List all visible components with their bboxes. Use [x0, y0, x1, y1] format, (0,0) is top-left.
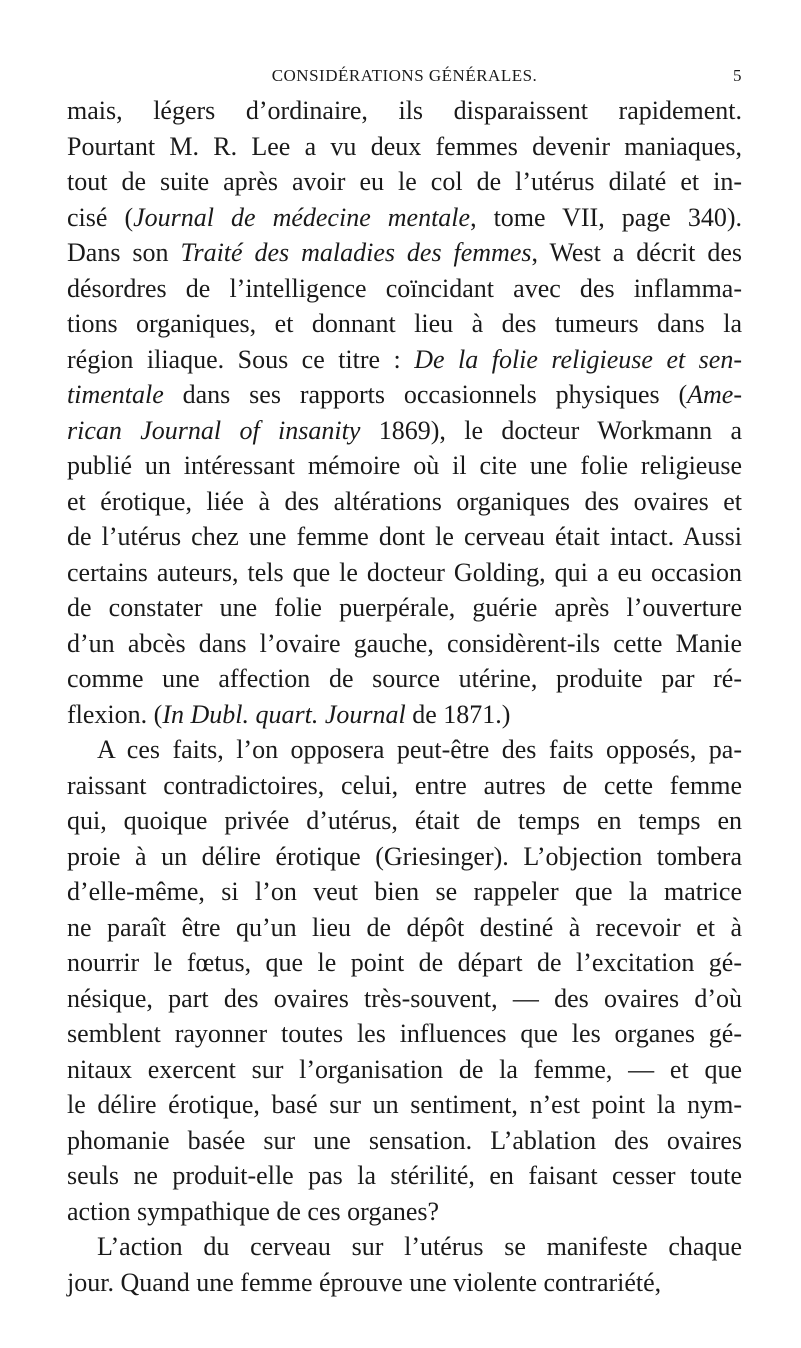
text-line: mais, légers d’ordinaire, ils disparaissent rapidement. — [67, 96, 742, 125]
text-line: tions organiques, et donnant lieu à des tumeurs dans la — [67, 309, 742, 338]
text-line: A ces faits, l’on opposera peut-être des faits opposés, pa- — [97, 735, 742, 764]
text-line: timentale dans ses rapports occasionnels physiques (Ame- — [67, 380, 742, 409]
text-line: le délire érotique, basé sur un sentiment, n’est point la nym- — [67, 1090, 742, 1119]
text-line: cisé (Journal de médecine mentale, tome VII, page 340). — [67, 202, 742, 232]
header-title: CONSIDÉRATIONS GÉNÉRALES. — [271, 66, 538, 85]
text-line: nourrir le fœtus, que le point de départ de l’excitation gé- — [67, 948, 742, 977]
text-line: jour. Quand une femme éprouve une violente contrariété, — [67, 1267, 662, 1297]
text-line: seuls ne produit-elle pas la stérilité, en faisant cesser toute — [67, 1161, 742, 1190]
text-line: tout de suite après avoir eu le col de l’utérus dilaté et in- — [67, 167, 742, 196]
page-number: 5 — [733, 66, 742, 85]
text-line: proie à un délire érotique (Griesinger). L’objection tombera — [67, 841, 742, 871]
text-line: semblent rayonner toutes les influences que les organes gé- — [67, 1019, 742, 1048]
italic-title: Journal de médecine mentale — [133, 202, 471, 232]
body-text — [67, 93, 742, 1300]
text-line: ne paraît être qu’un lieu de dépôt destiné à recevoir et à — [67, 912, 742, 942]
text-line: d’elle-même, si l’on veut bien se rappeler que la matrice — [67, 877, 742, 906]
running-header — [67, 66, 742, 90]
text-line: de l’utérus chez une femme dont le cerveau était intact. Aussi — [67, 522, 742, 551]
text-line: région iliaque. Sous ce titre : De la folie religieuse et sen- — [67, 344, 742, 374]
text-line: certains auteurs, tels que le docteur Golding, qui a eu occasion — [67, 557, 742, 587]
italic-title: timentale — [67, 380, 164, 409]
text-line: phomanie basée sur une sensation. L’ablation des ovaires — [67, 1125, 742, 1155]
text-line: nésique, part des ovaires très-souvent, — des ovaires d’où — [67, 983, 742, 1013]
text-line: qui, quoique privée d’utérus, était de temps en temps en — [67, 806, 742, 835]
italic-title: Ame- — [687, 380, 742, 409]
text-line: comme une affection de source utérine, produite par ré- — [67, 664, 742, 693]
text-line: de constater une folie puerpérale, guérie après l’ouverture — [67, 593, 742, 622]
text-line: Pourtant M. R. Lee a vu deux femmes devenir maniaques, — [67, 131, 742, 161]
text-line: désordres de l’intelligence coïncidant avec des inflamma- — [67, 273, 742, 303]
italic-title: De la folie religieuse et sen- — [414, 344, 742, 374]
text-line: et érotique, liée à des altérations organiques des ovaires et — [67, 486, 742, 516]
text-line: flexion. (In Dubl. quart. Journal de 1871.) — [67, 699, 511, 729]
text-line: L’action du cerveau sur l’utérus se manifeste chaque — [97, 1232, 742, 1261]
text-line: nitaux exercent sur l’organisation de la femme, — et que — [67, 1054, 742, 1084]
text-line: d’un abcès dans l’ovaire gauche, considèrent-ils cette Manie — [67, 628, 742, 658]
text-line: action sympathique de ces organes? — [67, 1196, 440, 1226]
text-line: Dans son Traité des maladies des femmes, West a décrit des — [67, 238, 742, 267]
text-line: rican Journal of insanity 1869), le docteur Workmann a — [67, 415, 742, 445]
text-line: raissant contradictoires, celui, entre autres de cette femme — [67, 770, 742, 800]
italic-title: In Dubl. quart. Journal — [162, 699, 406, 729]
text-line: publié un intéressant mémoire où il cite une folie religieuse — [67, 451, 742, 480]
italic-title: rican Journal of insanity — [67, 415, 361, 445]
italic-title: Traité des maladies des femmes — [180, 238, 532, 267]
